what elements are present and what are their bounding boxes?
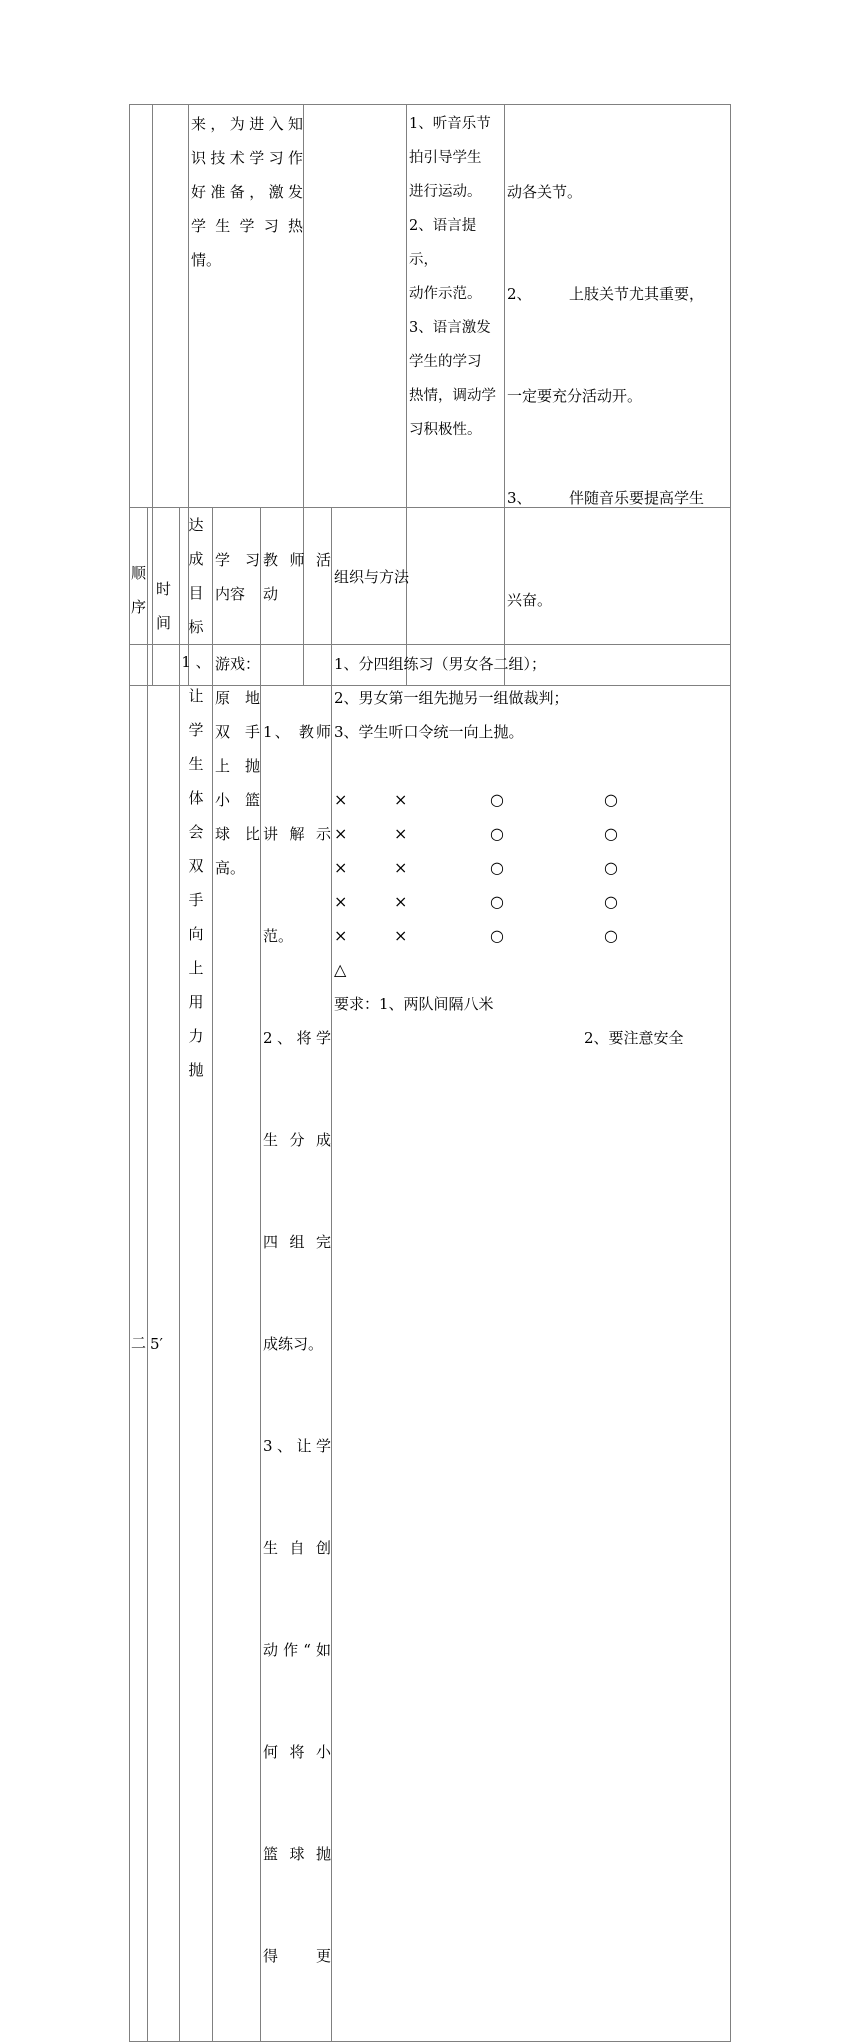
circle-mark: ○ — [490, 926, 504, 945]
cross-mark: × — [334, 926, 348, 945]
goal-line: 学生学习热 — [191, 217, 303, 235]
goal-line: 情。 — [191, 251, 222, 269]
cross-mark: × — [394, 926, 408, 945]
header-content: 学 习 内容 — [213, 508, 261, 645]
method-line: 动各关节。 — [507, 183, 583, 201]
teacher-line: 3、语言激发 — [409, 320, 491, 336]
goal-line: 识技术学习作 — [191, 149, 303, 167]
lesson-row — [130, 645, 731, 2042]
goal-line: 好准备，激发 — [191, 183, 303, 201]
teacher-line: 进行运动。 — [409, 184, 482, 200]
teacher-line: 1、听音乐节 — [409, 116, 491, 132]
header-goal: 达 成 目 标 — [180, 508, 213, 645]
circle-mark: ○ — [604, 824, 618, 843]
cross-mark: × — [334, 790, 348, 809]
cross-mark: × — [394, 790, 408, 809]
row-teacher: 1、 教师 讲 解 示 范。 2、将学 生 分 成 四 组 完 成练习。 3、让学 生 自 创 动作“如 何 将 小 篮 球 抛 得 更 — [261, 645, 332, 2042]
circle-mark: ○ — [490, 790, 504, 809]
teacher-line: 热情，调动学 — [409, 388, 496, 404]
lesson-table — [129, 507, 731, 2042]
teacher-line: 学生的学习 — [409, 354, 482, 370]
circle-mark: ○ — [604, 892, 618, 911]
method-line: 3、 伴随音乐要提高学生 — [507, 489, 705, 507]
circle-mark: ○ — [490, 858, 504, 877]
row-content: 游戏： 原 地 双 手 上 抛 小 篮 球 比 高。 — [213, 645, 261, 2042]
row-goal: 1 、 让 学 生 体 会 双 手 向 上 用 力 抛 — [180, 645, 213, 2042]
cross-mark: × — [334, 858, 348, 877]
circle-mark: ○ — [604, 790, 618, 809]
row-method — [332, 645, 731, 2042]
header-time: 时 间 — [148, 508, 180, 645]
method-line: 1、分四组练习（男女各二组）； — [334, 655, 547, 673]
method-line: 2、 上肢关节尤其重要， — [507, 285, 705, 303]
circle-mark: ○ — [604, 926, 618, 945]
teacher-line: 拍引导学生 — [409, 150, 482, 166]
circle-mark: ○ — [604, 858, 618, 877]
header-row — [130, 508, 731, 645]
header-method: 组织与方法 — [332, 508, 731, 645]
row-time: 5′ — [148, 645, 180, 2042]
cross-mark: × — [394, 858, 408, 877]
goal-line: 来，为进入知 — [191, 115, 303, 133]
teacher-line: 习积极性。 — [409, 422, 482, 438]
method-line: 兴奋。 — [507, 591, 553, 609]
method-line: 2、男女第一组先抛另一组做裁判； — [334, 689, 569, 707]
cross-mark: × — [394, 892, 408, 911]
method-line: 3、学生听口令统一向上抛。 — [334, 723, 524, 741]
circle-mark: ○ — [490, 892, 504, 911]
requirement-1: 要求：1、两队间隔八米 — [334, 995, 494, 1013]
cross-mark: × — [334, 892, 348, 911]
teacher-line: 2、语言提示， — [409, 218, 477, 268]
cross-mark: × — [334, 824, 348, 843]
header-teacher: 教 师 活 动 — [261, 508, 332, 645]
method-line: 一定要充分活动开。 — [507, 387, 643, 405]
row-order: 二 — [130, 645, 148, 2042]
header-order: 顺 序 — [130, 508, 148, 645]
requirement-2: 2、要注意安全 — [584, 1029, 684, 1047]
cross-mark: × — [394, 824, 408, 843]
circle-mark: ○ — [490, 824, 504, 843]
triangle-mark: △ — [334, 960, 347, 979]
teacher-line: 动作示范。 — [409, 286, 482, 302]
